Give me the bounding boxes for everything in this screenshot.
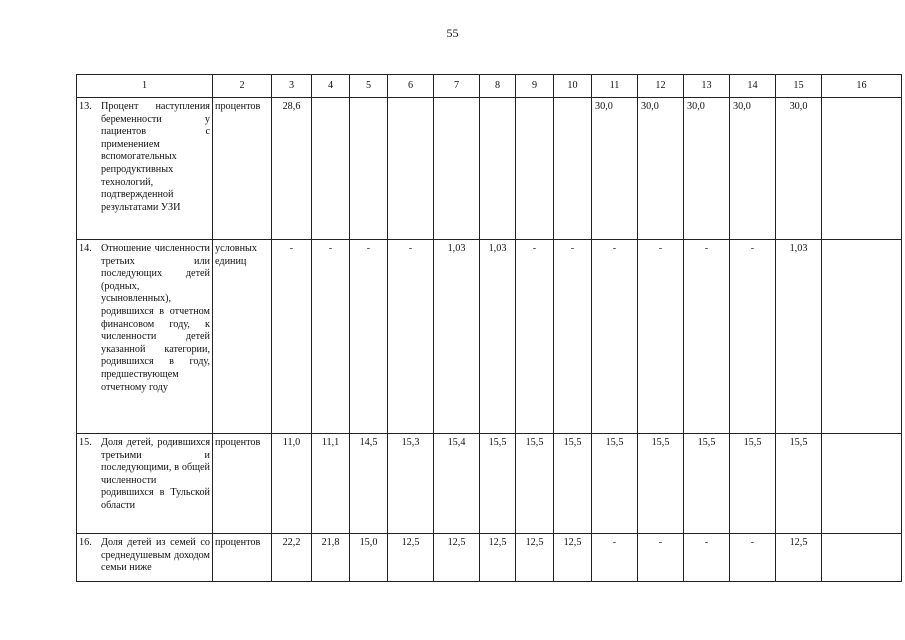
- value-cell: 14,5: [350, 434, 388, 534]
- table-row: [77, 534, 902, 582]
- indicator-name: Доля детей, родившихся третьими и последующими, в общей численности родившихся в Тульской области: [101, 437, 210, 511]
- value-cell: -: [350, 240, 388, 434]
- value-cell: 12,5: [388, 534, 434, 582]
- value-cell: 15,0: [350, 534, 388, 582]
- header-cell: 9: [516, 75, 554, 98]
- indicator-number: 15.: [79, 437, 92, 448]
- value-cell: 1,03: [480, 240, 516, 434]
- value-cell: -: [554, 240, 592, 434]
- value-cell: 30,0: [592, 98, 638, 240]
- value-cell: 30,0: [730, 98, 776, 240]
- value-cell: 12,5: [516, 534, 554, 582]
- value-cell: 11,0: [272, 434, 312, 534]
- empty-cell: [822, 434, 902, 534]
- indicator-number: 13.: [79, 101, 92, 112]
- header-row: [77, 75, 902, 98]
- value-cell: 15,5: [638, 434, 684, 534]
- page-number: 55: [446, 26, 459, 40]
- header-cell: 3: [272, 75, 312, 98]
- table-row: [77, 240, 902, 434]
- value-cell: 22,2: [272, 534, 312, 582]
- value-cell: 30,0: [638, 98, 684, 240]
- value-cell: 15,5: [684, 434, 730, 534]
- indicator-cell: [77, 534, 213, 582]
- value-cell: 15,5: [776, 434, 822, 534]
- value-cell: -: [272, 240, 312, 434]
- header-cell: 13: [684, 75, 730, 98]
- value-cell: -: [312, 240, 350, 434]
- value-cell: -: [516, 240, 554, 434]
- header-cell: 6: [388, 75, 434, 98]
- value-cell: [554, 98, 592, 240]
- empty-cell: [822, 98, 902, 240]
- value-cell: 12,5: [434, 534, 480, 582]
- value-cell: -: [730, 240, 776, 434]
- value-cell: 15,4: [434, 434, 480, 534]
- header-cell: 12: [638, 75, 684, 98]
- value-cell: -: [684, 534, 730, 582]
- indicators-table: [76, 74, 902, 582]
- unit-cell: условных единиц: [213, 240, 272, 434]
- empty-cell: [822, 534, 902, 582]
- value-cell: [388, 98, 434, 240]
- indicator-cell: [77, 98, 213, 240]
- empty-cell: [822, 240, 902, 434]
- indicator-number: 16.: [79, 537, 92, 548]
- value-cell: 11,1: [312, 434, 350, 534]
- value-cell: 15,5: [730, 434, 776, 534]
- value-cell: -: [388, 240, 434, 434]
- header-cell: 14: [730, 75, 776, 98]
- header-cell: 10: [554, 75, 592, 98]
- header-cell: 11: [592, 75, 638, 98]
- header-cell: 5: [350, 75, 388, 98]
- value-cell: 21,8: [312, 534, 350, 582]
- indicator-cell: [77, 240, 213, 434]
- value-cell: -: [730, 534, 776, 582]
- value-cell: 30,0: [684, 98, 730, 240]
- value-cell: 1,03: [776, 240, 822, 434]
- value-cell: 28,6: [272, 98, 312, 240]
- value-cell: [516, 98, 554, 240]
- header-cell: 16: [822, 75, 902, 98]
- value-cell: 15,3: [388, 434, 434, 534]
- value-cell: 15,5: [516, 434, 554, 534]
- header-cell: 7: [434, 75, 480, 98]
- indicator-name: Доля детей из семей со среднедушевым доходом семьи ниже: [101, 537, 210, 574]
- value-cell: [312, 98, 350, 240]
- indicator-name: Отношение численности третьих или последующих детей (родных, усыновленных), родившихся в отчетном финансовом году, к численности детей указанной категории, родившихся в году, предшествующем отчетному году: [101, 243, 210, 393]
- value-cell: -: [684, 240, 730, 434]
- header-cell: 8: [480, 75, 516, 98]
- value-cell: [480, 98, 516, 240]
- value-cell: -: [638, 534, 684, 582]
- value-cell: 1,03: [434, 240, 480, 434]
- indicator-name: Процент наступления беременности у пациентов с применением вспомогательных репродуктивных технологий, подтвержденной результатами УЗИ: [101, 101, 210, 213]
- value-cell: 12,5: [554, 534, 592, 582]
- value-cell: 30,0: [776, 98, 822, 240]
- value-cell: 15,5: [554, 434, 592, 534]
- unit-cell: процентов: [213, 534, 272, 582]
- table-row: [77, 98, 902, 240]
- value-cell: -: [592, 534, 638, 582]
- value-cell: -: [592, 240, 638, 434]
- header-cell: 2: [213, 75, 272, 98]
- table-row: [77, 434, 902, 534]
- value-cell: 12,5: [480, 534, 516, 582]
- indicator-cell: [77, 434, 213, 534]
- value-cell: -: [638, 240, 684, 434]
- header-cell: 1: [77, 75, 213, 98]
- value-cell: 15,5: [592, 434, 638, 534]
- unit-cell: процентов: [213, 98, 272, 240]
- indicator-number: 14.: [79, 243, 92, 254]
- value-cell: 15,5: [480, 434, 516, 534]
- header-cell: 15: [776, 75, 822, 98]
- value-cell: [350, 98, 388, 240]
- unit-cell: процентов: [213, 434, 272, 534]
- header-cell: 4: [312, 75, 350, 98]
- value-cell: [434, 98, 480, 240]
- value-cell: 12,5: [776, 534, 822, 582]
